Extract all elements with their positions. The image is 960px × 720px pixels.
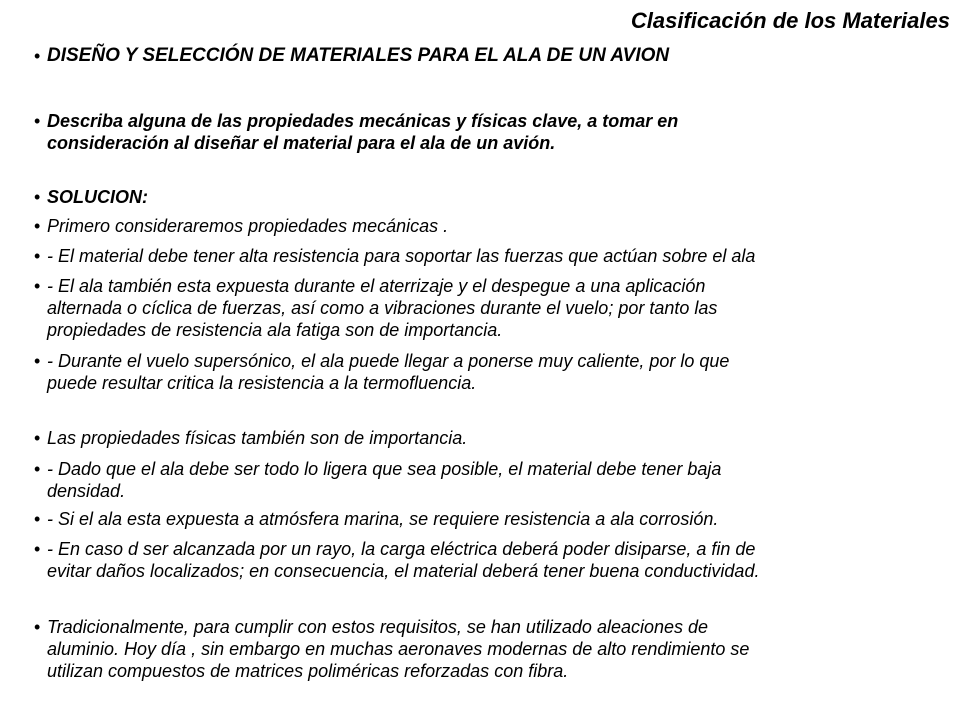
- bullet-text: - El ala también esta expuesta durante el aterrizaje y el despegue a una aplicación alternada o cíclica de fuerzas, así como a vibraciones durante el vuelo; por tanto las propiedades de resistencia ala fatiga son de importancia.: [47, 276, 718, 340]
- bullet-text: - Durante el vuelo supersónico, el ala puede llegar a ponerse muy caliente, por lo que puede resultar critica la resistencia a la termofluencia.: [47, 351, 730, 393]
- bullet-marker: •: [34, 509, 41, 529]
- bullet-text: - El material debe tener alta resistencia para soportar las fuerzas que actúan sobre el ala: [47, 246, 756, 266]
- bullet-text: - Si el ala esta expuesta a atmósfera marina, se requiere resistencia a ala corrosión.: [47, 509, 719, 529]
- bullet-text: Tradicionalmente, para cumplir con estos requisitos, se han utilizado aleaciones de aluminio. Hoy día , sin embargo en muchas aeronaves modernas de alto rendimiento se utilizan compuestos de matrices poliméricas reforzadas con fibra.: [47, 617, 750, 681]
- bullet-marker: •: [34, 459, 41, 479]
- bullet-text: Primero consideraremos propiedades mecánicas .: [47, 216, 449, 236]
- bullet-text: Describa alguna de las propiedades mecánicas y físicas clave, a tomar en consideración al diseñar el material para el ala de un avión.: [47, 111, 679, 153]
- bullet-marker: •: [34, 428, 41, 448]
- bullet-marker: •: [34, 276, 41, 296]
- bullet-text: - En caso d ser alcanzada por un rayo, la carga eléctrica deberá poder disiparse, a fin de evitar daños localizados; en consecuencia, el material deberá tener buena conductividad.: [47, 539, 760, 581]
- bullet-text: - Dado que el ala debe ser todo lo ligera que sea posible, el material debe tener baja densidad.: [47, 459, 722, 501]
- bullet-marker: •: [34, 246, 41, 266]
- bullet-text: DISEÑO Y SELECCIÓN DE MATERIALES PARA EL ALA DE UN AVION: [47, 45, 670, 66]
- bullet-text: SOLUCION:: [47, 187, 148, 207]
- bullet-marker: •: [34, 617, 41, 637]
- slide-title: Clasificación de los Materiales: [630, 8, 950, 33]
- bullet-marker: •: [34, 46, 41, 66]
- bullet-marker: •: [34, 187, 41, 207]
- bullet-marker: •: [34, 539, 41, 559]
- bullet-marker: •: [34, 351, 41, 371]
- bullet-text: Las propiedades físicas también son de importancia.: [47, 428, 468, 448]
- bullet-marker: •: [34, 216, 41, 236]
- bullet-marker: •: [34, 111, 41, 131]
